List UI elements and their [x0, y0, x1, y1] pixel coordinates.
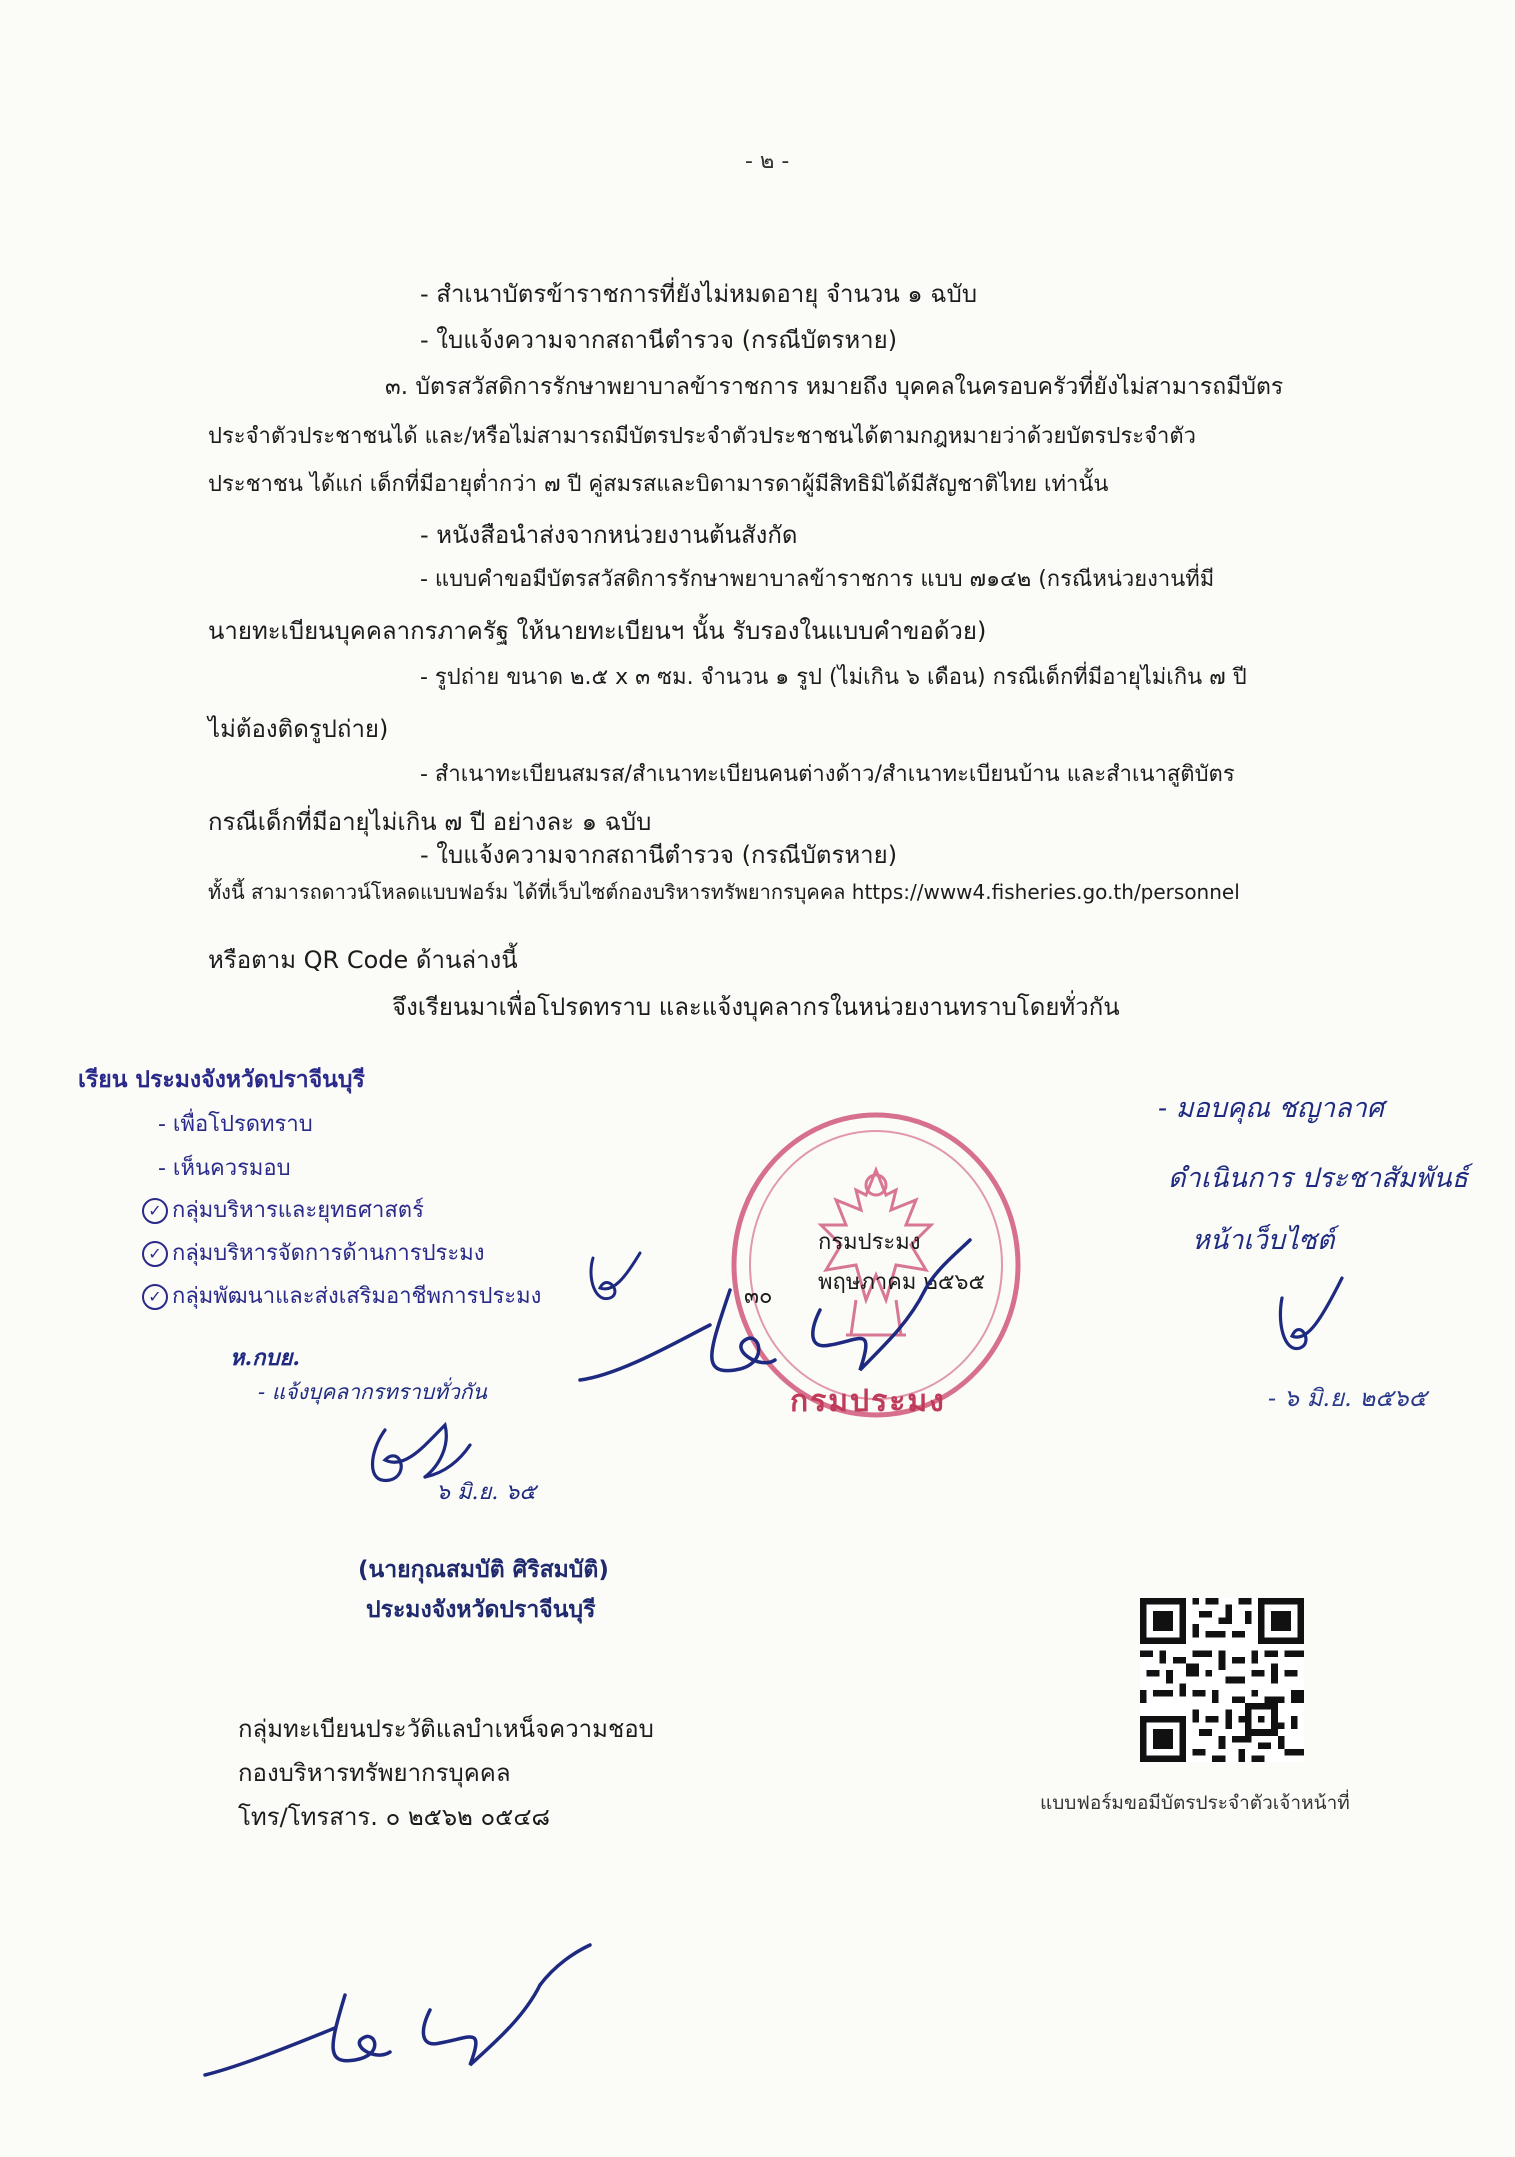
body-line: ๓. บัตรสวัสดิการรักษาพยาบาลข้าราชการ หมายถึง บุคคลในครอบครัวที่ยังไม่สามารถมีบัตร	[385, 374, 1284, 400]
body-line: ประจำตัวประชาชนได้ และ/หรือไม่สามารถมีบัตรประจำตัวประชาชนได้ตามกฎหมายว่าด้วยบัตรประจำตัว	[208, 424, 1196, 449]
routing-checked-item: ✓ กลุ่มบริหารและยุทธศาสตร์	[142, 1192, 424, 1227]
qr-code-icon	[1140, 1598, 1304, 1762]
handwritten-note: - แจ้งบุคลากรทราบทั่วกัน	[258, 1380, 487, 1404]
routing-item: - เห็นควรมอบ	[158, 1156, 291, 1181]
contact-line: กลุ่มทะเบียนประวัติแลบำเหน็จความชอบ	[238, 1715, 654, 1743]
handwritten-date: - ๖ มิ.ย. ๒๕๖๕	[1268, 1384, 1427, 1412]
body-line: - รูปถ่าย ขนาด ๒.๕ x ๓ ซม. จำนวน ๑ รูป (ไม่เกิน ๖ เดือน) กรณีเด็กที่มีอายุไม่เกิน ๗ ปี	[420, 665, 1247, 690]
stamp-department: กรมประมง	[818, 1230, 921, 1255]
body-line: - ใบแจ้งความจากสถานีตำรวจ (กรณีบัตรหาย)	[420, 326, 898, 354]
check-icon: ✓	[142, 1284, 168, 1310]
stamp-bottom-label: กรมประมง	[790, 1384, 946, 1419]
body-line: ทั้งนี้ สามารถดาวน์โหลดแบบฟอร์ม ได้ที่เว็บไซต์กองบริหารทรัพยากรบุคคล https://www4.fisheries.go.th/personnel	[208, 880, 1240, 904]
qr-code[interactable]	[1140, 1598, 1304, 1762]
initials-mark	[1272, 1268, 1352, 1378]
handwritten-note: ห.กบย.	[230, 1345, 300, 1371]
initials-mark	[585, 1248, 655, 1328]
body-line: - สำเนาทะเบียนสมรส/สำเนาทะเบียนคนต่างด้าว/สำเนาทะเบียนบ้าน และสำเนาสูติบัตร	[420, 762, 1235, 787]
body-line: กรณีเด็กที่มีอายุไม่เกิน ๗ ปี อย่างละ ๑ ฉบับ	[208, 808, 652, 836]
page-number: - ๒ -	[745, 149, 790, 174]
routing-checked-item: ✓ กลุ่มบริหารจัดการด้านการประมง	[142, 1235, 484, 1270]
handwritten-date: ๖ มิ.ย. ๖๕	[436, 1480, 536, 1505]
body-line: หรือตาม QR Code ด้านล่างนี้	[208, 946, 518, 974]
stamp-prefix: ๓๐	[744, 1284, 773, 1309]
handwritten-note: หน้าเว็บไซต์	[1192, 1225, 1335, 1256]
signature-bottom	[195, 1940, 655, 2090]
check-icon: ✓	[142, 1241, 168, 1267]
signatory-name: (นายกุณสมบัติ ศิริสมบัติ)	[358, 1557, 609, 1583]
body-line: จึงเรียนมาเพื่อโปรดทราบ และแจ้งบุคลากรในหน่วยงานทราบโดยทั่วกัน	[392, 993, 1120, 1021]
signatory-title: ประมงจังหวัดปราจีนบุรี	[366, 1597, 596, 1623]
signature-left	[355, 1405, 485, 1515]
contact-line: โทร/โทรสาร. ๐ ๒๕๖๒ ๐๕๔๘	[238, 1803, 550, 1831]
routing-checked-item: ✓ กลุ่มพัฒนาและส่งเสริมอาชีพการประมง	[142, 1278, 541, 1313]
contact-line: กองบริหารทรัพยากรบุคคล	[238, 1759, 511, 1787]
body-line: - แบบคำขอมีบัตรสวัสดิการรักษาพยาบาลข้าราชการ แบบ ๗๑๔๒ (กรณีหน่วยงานที่มี	[420, 567, 1215, 592]
body-line: ไม่ต้องติดรูปถ่าย)	[208, 715, 389, 743]
stamp-date: พฤษภาคม ๒๕๖๕	[818, 1270, 986, 1295]
routing-recipient: เรียน ประมงจังหวัดปราจีนบุรี	[78, 1067, 365, 1093]
body-line: - สำเนาบัตรข้าราชการที่ยังไม่หมดอายุ จำนวน ๑ ฉบับ	[420, 280, 978, 308]
handwritten-note: ดำเนินการ ประชาสัมพันธ์	[1168, 1163, 1469, 1194]
check-icon: ✓	[142, 1198, 168, 1224]
body-line: - หนังสือนำส่งจากหน่วยงานต้นสังกัด	[420, 521, 798, 549]
body-line: นายทะเบียนบุคคลากรภาครัฐ ให้นายทะเบียนฯ นั้น รับรองในแบบคำขอด้วย)	[208, 617, 987, 645]
handwritten-note: - มอบคุณ ชญาลาศ	[1158, 1093, 1384, 1124]
routing-item: - เพื่อโปรดทราบ	[158, 1112, 313, 1137]
qr-caption: แบบฟอร์มขอมีบัตรประจำตัวเจ้าหน้าที่	[1040, 1792, 1350, 1814]
body-line: ประชาชน ได้แก่ เด็กที่มีอายุต่ำกว่า ๗ ปี คู่สมรสและบิดามารดาผู้มีสิทธิมิได้มีสัญชาติไทย เท่านั้น	[208, 472, 1109, 497]
body-line: - ใบแจ้งความจากสถานีตำรวจ (กรณีบัตรหาย)	[420, 841, 898, 869]
